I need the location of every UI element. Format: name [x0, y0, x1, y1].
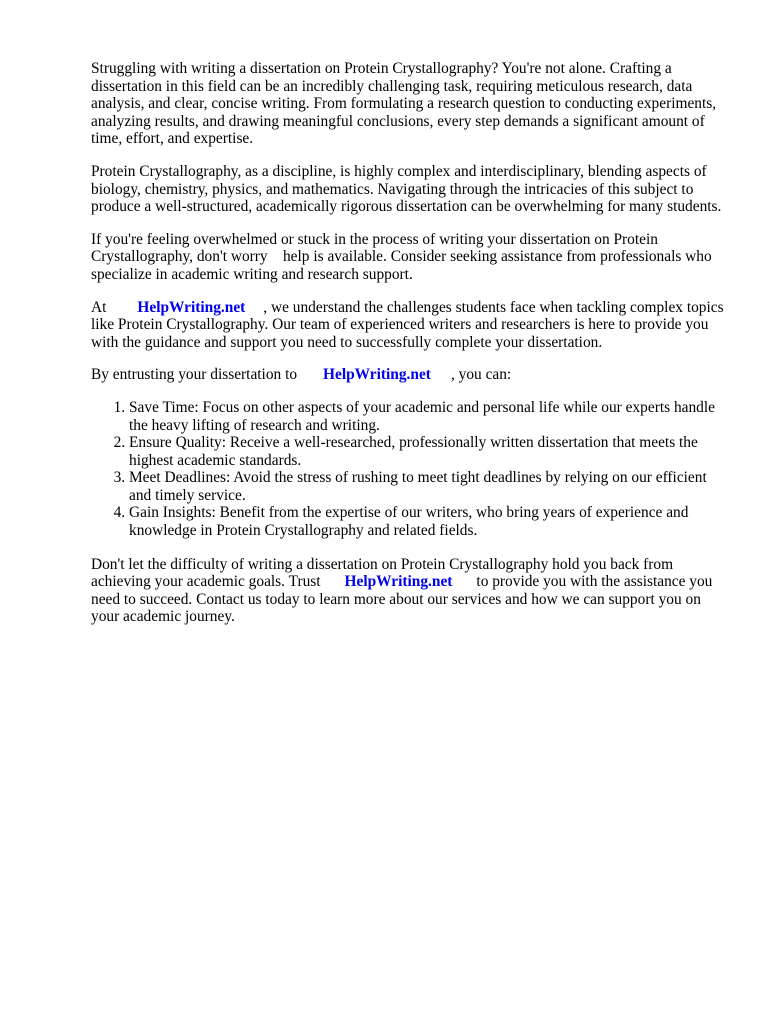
- discipline-paragraph: Protein Crystallography, as a discipline, is highly complex and interdisciplinary, blending aspects of biology, chemistry, physics, and mathematics. Navigating through the intricacies of this subject to produce a well-structured, academically rigorous dissertation can be overwhelming for many students.: [91, 162, 722, 216]
- entrust-prefix: By entrusting your dissertation to: [91, 366, 298, 384]
- list-item: 3. Meet Deadlines: Avoid the stress of rushing to meet tight deadlines by relying on our efficient and timely service.: [129, 469, 727, 504]
- benefits-list: [91, 399, 727, 540]
- closing-paragraph: [91, 556, 727, 626]
- list-item: 1. Save Time: Focus on other aspects of your academic and personal life while our experts handle the heavy lifting of research and writing.: [129, 399, 727, 434]
- at-prefix: At: [91, 298, 107, 316]
- entrust-suffix: , you can:: [450, 366, 512, 384]
- helpwriting-link-3[interactable]: HelpWriting.net: [344, 573, 453, 591]
- at-suffix: , we understand the challenges students face when tackling complex topics like Protein Crystallography. Our team of experienced writers and researchers is here to provide you with the guidance and support you need to successfully complete your dissertation.: [91, 298, 724, 351]
- document-page: [91, 60, 727, 641]
- at-paragraph: [91, 299, 727, 352]
- list-item: 2. Ensure Quality: Receive a well-researched, professionally written dissertation that meets the highest academic standards.: [129, 434, 727, 469]
- helpwriting-link-2[interactable]: HelpWriting.net: [323, 366, 431, 384]
- closing-prefix: Don't let the difficulty of writing a dissertation on Protein Crystallography hold you back from achieving your academic goals. Trust: [91, 555, 674, 591]
- closing-suffix: to provide you with the assistance you need to succeed. Contact us today to learn more about our services and how we can support you on your academic journey.: [91, 573, 713, 626]
- entrust-paragraph: [91, 366, 727, 384]
- list-item: 4. Gain Insights: Benefit from the expertise of our writers, who bring years of experience and knowledge in Protein Crystallography and related fields.: [129, 504, 727, 539]
- intro-paragraph: Struggling with writing a dissertation on Protein Crystallography? You're not alone. Crafting a dissertation in this field can be an incredibly challenging task, requiring meticulous research, data analysis, and clear, concise writing. From formulating a research question to conducting experiments, analyzing results, and drawing meaningful conclusions, every step demands a significant amount of time, effort, and expertise.: [91, 60, 717, 148]
- overwhelmed-paragraph: If you're feeling overwhelmed or stuck in the process of writing your dissertation on Protein Crystallography, don't worry help is available. Consider seeking assistance from professionals who specialize in academic writing and research support.: [91, 230, 716, 283]
- helpwriting-link-1[interactable]: HelpWriting.net: [137, 298, 246, 316]
